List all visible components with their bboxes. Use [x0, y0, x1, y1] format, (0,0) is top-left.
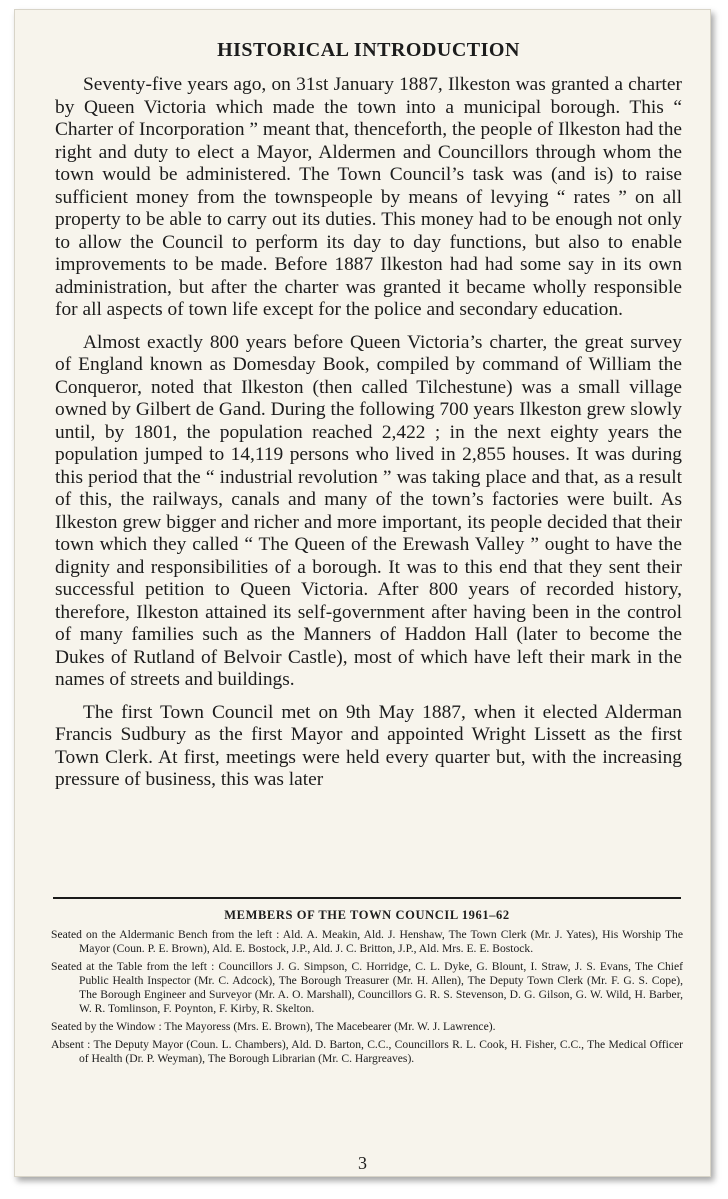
paragraph-first-council: The first Town Council met on 9th May 1887, when it elected Alderman Francis Sudbury as the first Mayor and appointed Wright Lissett as the first Town Clerk. At first, meetings were held every quarter but, with the increasing pressure of business, this was later: [55, 701, 682, 790]
members-entry-table: Seated at the Table from the left : Councillors J. G. Simpson, C. Horridge, C. L. Dyke, G. Blount, I. Straw, J. S. Evans, The Chief Public Health Inspector (Mr. C. Adcock), The Borough Treasurer (Mr. H. Allen), The Deputy Town Clerk (Mr. F. G. S. Cope), The Borough Engineer and Surveyor (Mr. A. O. Marshall), Councillors G. R. S. Stevenson, D. G. Gilson, G. W. Wild, H. Barber, W. R. Tomlinson, F. Poynton, F. Kirby, R. Skelton.: [51, 960, 683, 1015]
members-title: MEMBERS OF THE TOWN COUNCIL 1961–62: [224, 908, 510, 922]
page-number: 3: [358, 1153, 367, 1173]
historical-introduction: [55, 36, 682, 792]
paragraph-history: Almost exactly 800 years before Queen Victoria’s charter, the great survey of England known as Domesday Book, compiled by command of William the Conqueror, noted that Ilkeston (then called Tilchestune) was a small village owned by Gilbert de Gand. During the following 700 years Ilkeston grew slowly until, by 1801, the population reached 2,422 ; in the next eighty years the population jumped to 14,119 persons who lived in 2,855 houses. It was during this period that the “ industrial revolution ” was taking place and that, as a result of this, the railways, canals and many of the town’s factories were built. As Ilkeston grew bigger and richer and more important, its people decided that their town which they called “ The Queen of the Erewash Valley ” ought to have the dignity and responsibilities of a borough. It was to this end that they sent their successful petition to Queen Victoria. After 800 years of recorded history, therefore, Ilkeston attained its self-government after having been in the control of many families such as the Manners of Haddon Hall (later to become the Dukes of Rutland of Belvoir Castle), most of which have left their mark in the names of streets and buildings.: [55, 331, 682, 690]
members-caption: [51, 908, 683, 1070]
members-entry-absent: Absent : The Deputy Mayor (Coun. L. Chambers), Ald. D. Barton, C.C., Councillors R. L. Cook, H. Fisher, C.C., The Medical Officer of Health (Dr. P. Weyman), The Borough Librarian (Mr. C. Hargreaves).: [51, 1038, 683, 1065]
page-title: HISTORICAL INTRODUCTION: [217, 39, 520, 61]
members-entry-window: Seated by the Window : The Mayoress (Mrs. E. Brown), The Macebearer (Mr. W. J. Lawrence).: [51, 1020, 496, 1033]
page: [14, 9, 711, 1177]
paragraph-charter: Seventy-five years ago, on 31st January 1887, Ilkeston was granted a charter by Queen Victoria which made the town into a municipal borough. This “ Charter of Incorporation ” meant that, thenceforth, the people of Ilkeston had the right and duty to elect a Mayor, Aldermen and Councillors through whom the town would be administered. The Town Council’s task was (and is) to raise sufficient money from the townspeople by means of levying “ rates ” on all property to be able to carry out its duties. This money had to be enough not only to allow the Council to perform its day to day functions, but also to enable improvements to be made. Before 1887 Ilkeston had had some say in its own administration, but after the charter was granted it became wholly responsible for all aspects of town life except for the police and secondary education.: [55, 74, 682, 320]
section-divider: [53, 897, 681, 899]
members-entry-aldermanic-bench: Seated on the Aldermanic Bench from the left : Ald. A. Meakin, Ald. J. Henshaw, The Town Clerk (Mr. J. Yates), His Worship The Mayor (Coun. P. E. Brown), Ald. E. Bostock, J.P., Ald. J. C. Britton, J.P., Ald. Mrs. E. E. Bostock.: [51, 928, 683, 955]
